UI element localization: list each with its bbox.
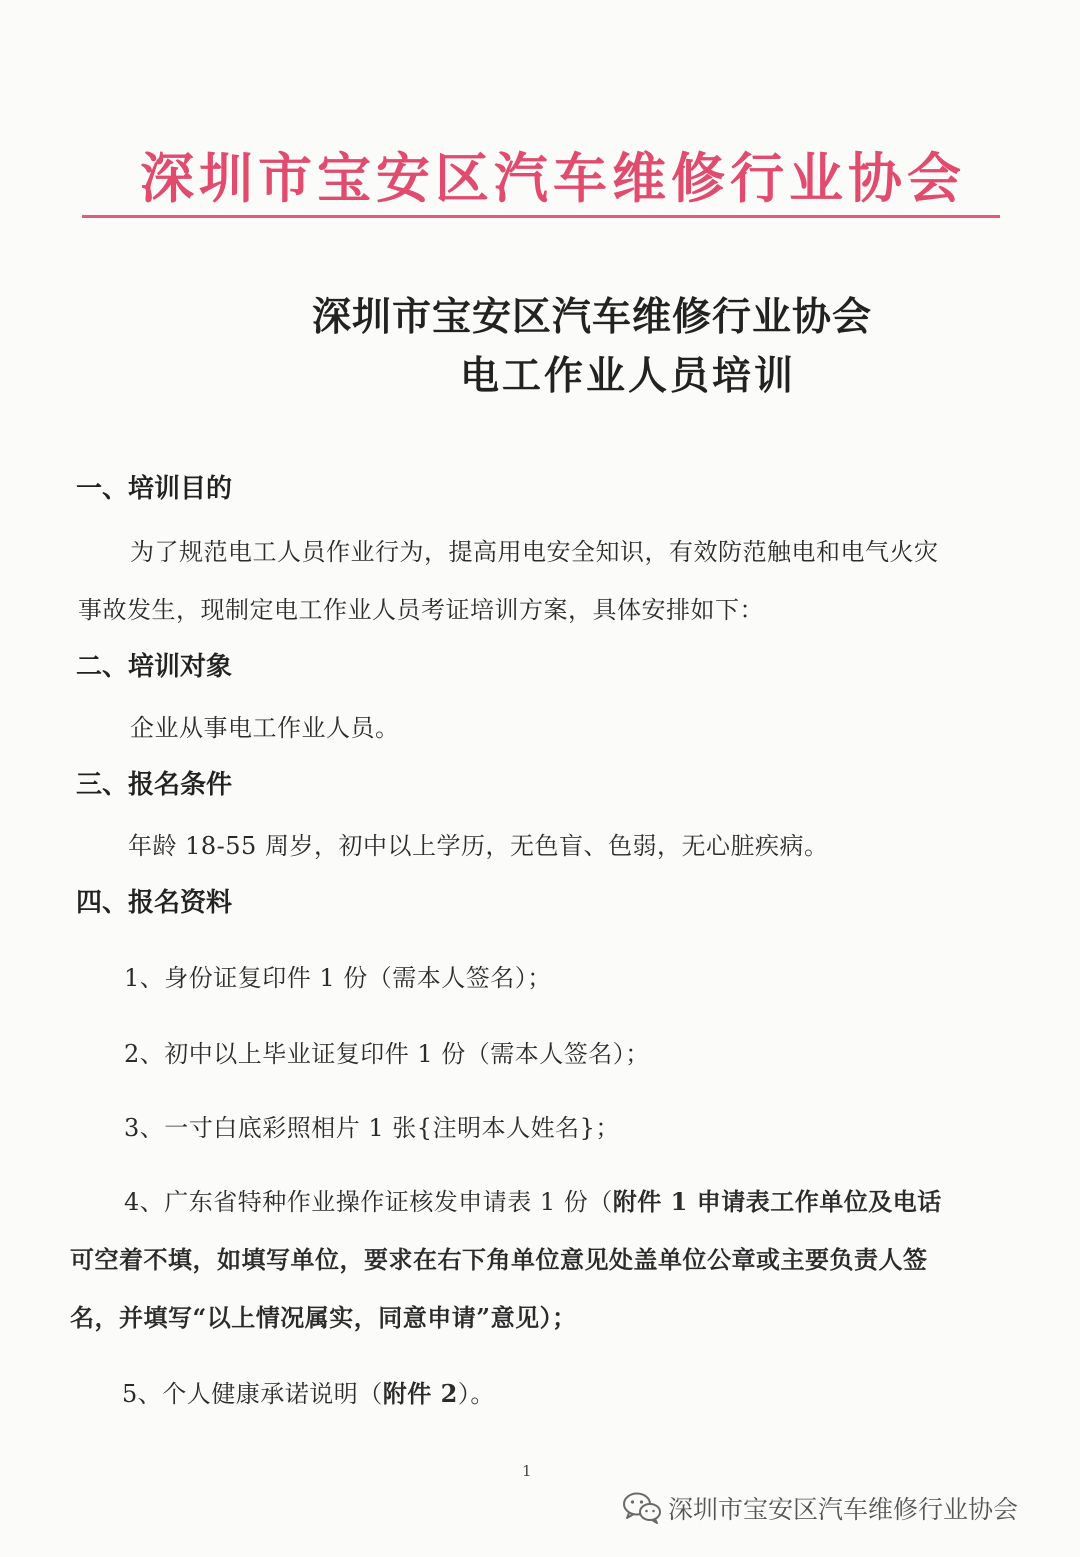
materials-item-4-attachment-note: 附件 1 申请表工作单位及电话 — [612, 1187, 942, 1216]
purpose-paragraph-line1: 为了规范电工人员作业行为，提高用电安全知识，有效防范触电和电气火灾 — [130, 538, 939, 566]
page-number: 1 — [522, 1462, 532, 1480]
materials-item-5-text: 5、个人健康承诺说明（ — [122, 1380, 383, 1408]
requirements-paragraph: 年龄 18-55 周岁，初中以上学历，无色盲、色弱，无心脏疾病。 — [128, 832, 829, 860]
materials-item-4-line1-text: 4、广东省特种作业操作证核发申请表 1 份（ — [124, 1188, 613, 1216]
materials-item-1: 1、身份证复印件 1 份（需本人签名）； — [124, 964, 552, 992]
materials-item-4-line2: 可空着不填，如填写单位，要求在右下角单位意见处盖单位公章或主要负责人签 — [70, 1245, 928, 1274]
section-heading-requirements: 三、报名条件 — [76, 770, 233, 800]
materials-item-5 — [122, 1374, 495, 1409]
materials-item-3: 3、一寸白底彩照相片 1 张{注明本人姓名}； — [124, 1114, 620, 1142]
document-title-line2: 电工作业人员培训 — [460, 353, 797, 399]
letterhead-divider — [82, 215, 1000, 218]
section-heading-materials: 四、报名资料 — [76, 888, 233, 918]
watermark-text: 深圳市宝安区汽车维修行业协会 — [668, 1495, 1019, 1524]
materials-item-5-attachment: 附件 2 — [382, 1379, 458, 1408]
materials-item-2: 2、初中以上毕业证复印件 1 份（需本人签名）； — [124, 1040, 650, 1068]
purpose-paragraph-line2: 事故发生，现制定电工作业人员考证培训方案，具体安排如下： — [78, 596, 764, 624]
document-title-line1: 深圳市宝安区汽车维修行业协会 — [312, 294, 873, 340]
section-heading-purpose: 一、培训目的 — [76, 474, 233, 504]
materials-item-4-line1 — [124, 1182, 942, 1217]
watermark — [622, 1488, 1018, 1528]
materials-item-4-line3: 名，并填写“以上情况属实，同意申请”意见）； — [70, 1303, 577, 1332]
letterhead-title: 深圳市宝安区汽车维修行业协会 — [140, 147, 966, 210]
audience-paragraph: 企业从事电工作业人员。 — [130, 714, 400, 742]
materials-item-5-end: ）。 — [457, 1380, 495, 1408]
wechat-icon — [622, 1491, 662, 1525]
section-heading-audience: 二、培训对象 — [76, 652, 233, 682]
